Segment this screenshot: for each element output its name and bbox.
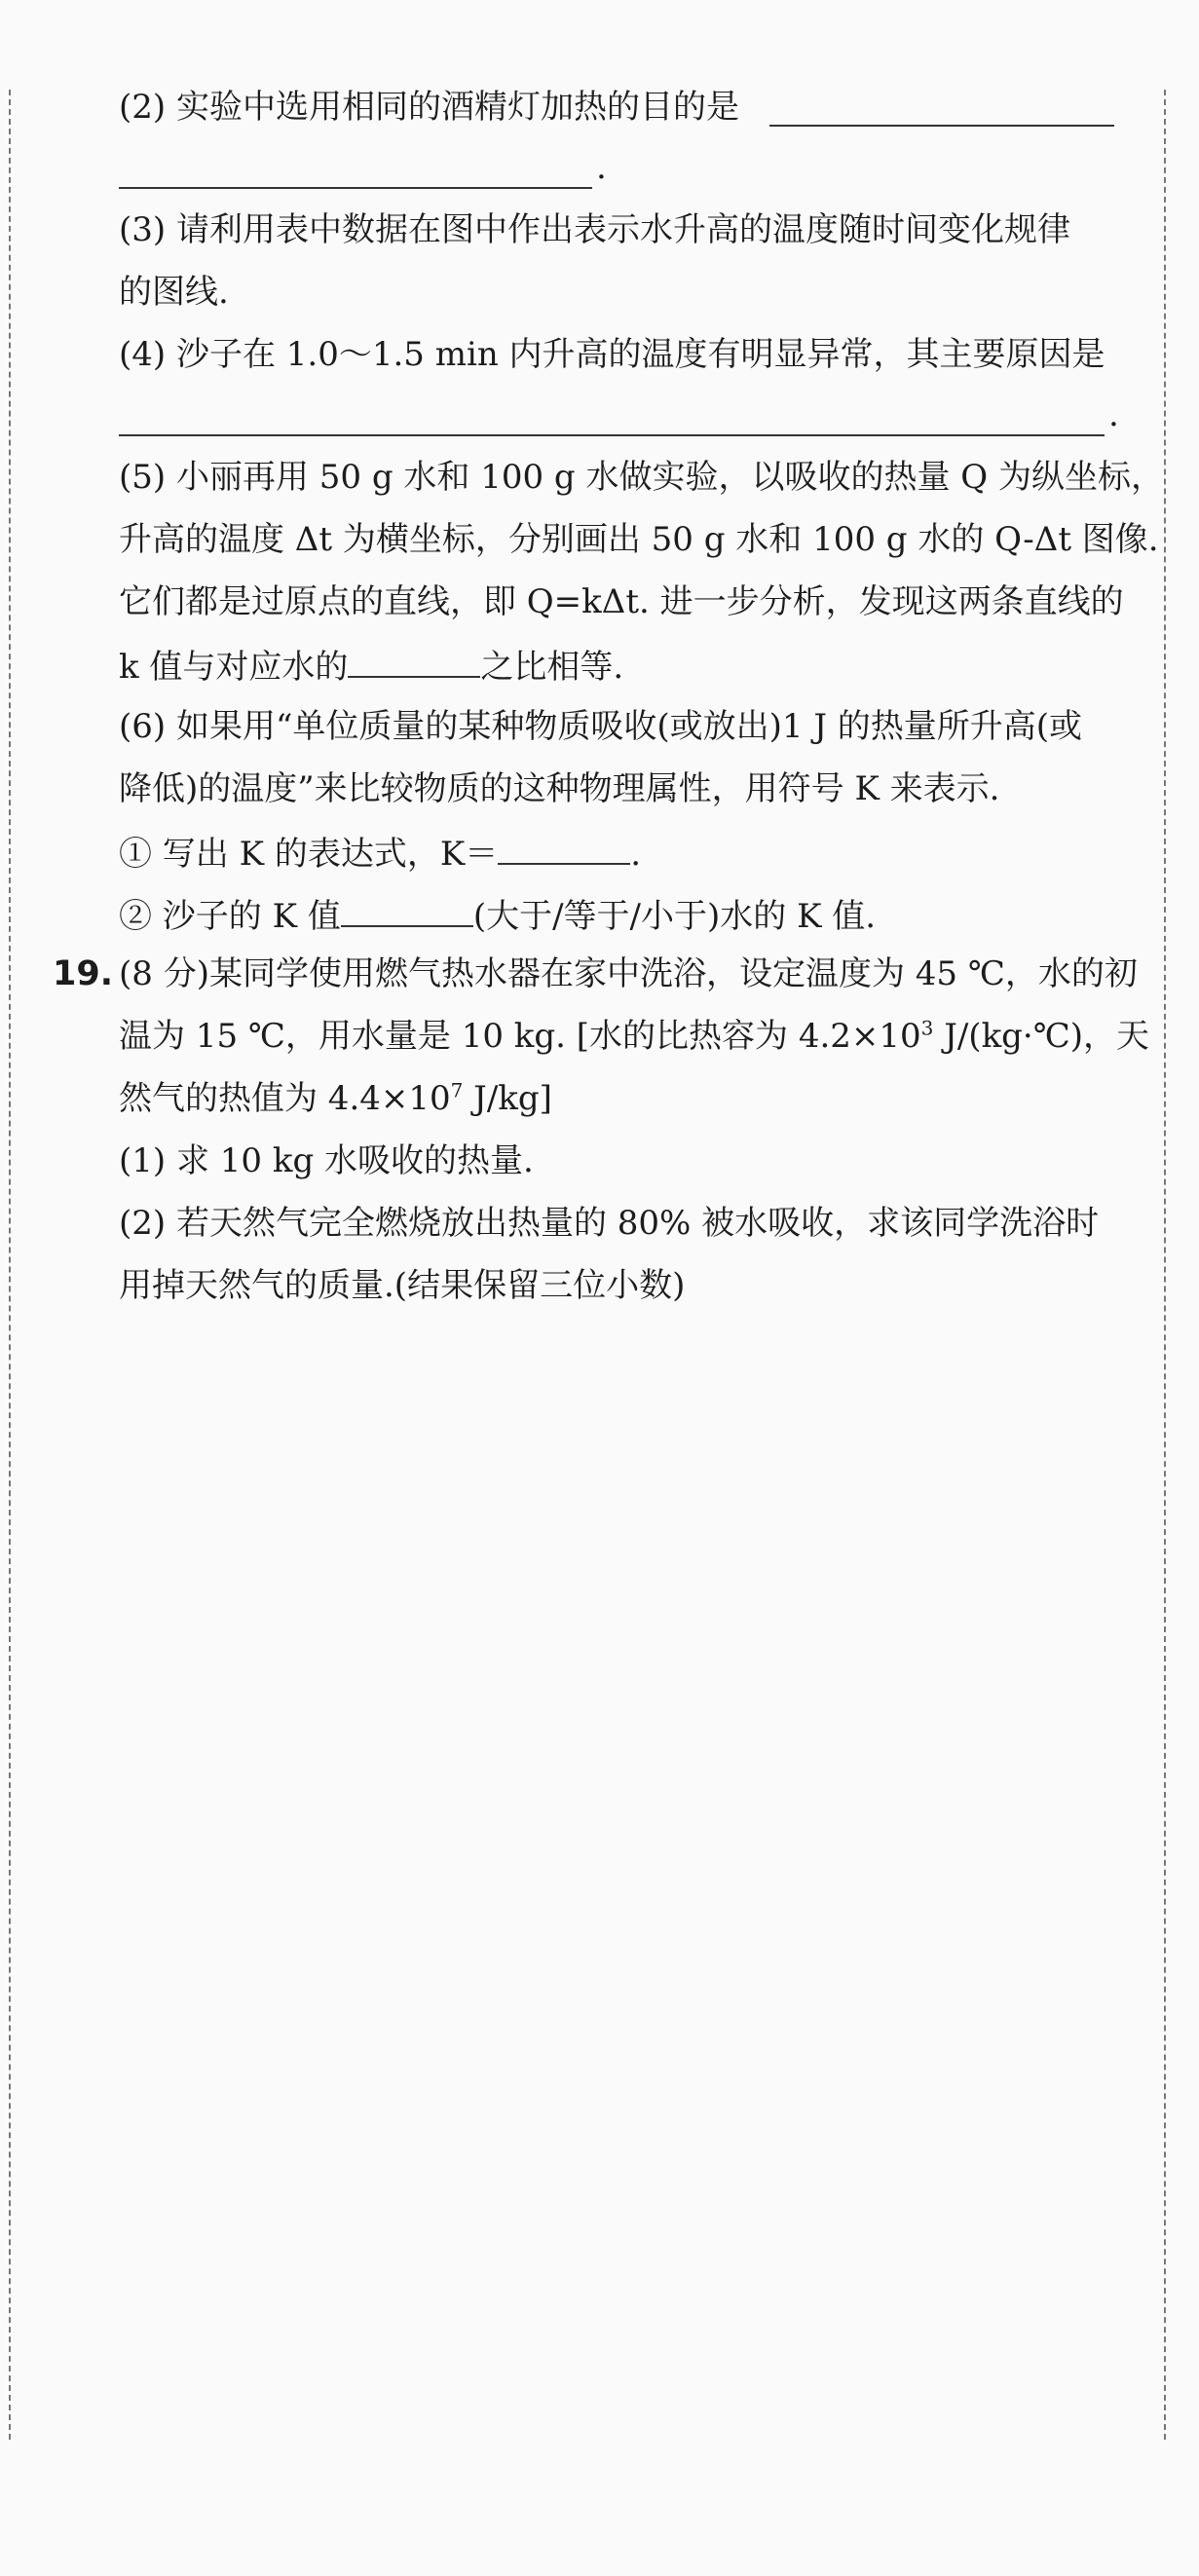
q18-part6-line1: (6) 如果用“单位质量的某种物质吸收(或放出)1 J 的热量所升高(或 (119, 707, 1083, 746)
q18-part5-line1: (5) 小丽再用 50 g 水和 100 g 水做实验，以吸收的热量 Q 为纵坐标， (119, 458, 1164, 497)
q19-line1: (8 分)某同学使用燃气热水器在家中洗浴，设定温度为 45 ℃，水的初 (119, 954, 1138, 993)
q18-part4-period: . (1108, 395, 1119, 434)
q18-part6-sub2-answer-blank[interactable] (341, 892, 473, 927)
q18-part3-line2: 的图线. (119, 273, 229, 312)
q19-line2-end: J/(kg·℃)，天 (933, 1017, 1150, 1056)
q18-part5-answer-blank[interactable] (348, 643, 480, 678)
q18-part6-sub1-answer-blank[interactable] (498, 830, 630, 865)
q19-sub2-line1: (2) 若天然气完全燃烧放出热量的 80% 被水吸收，求该同学洗浴时 (119, 1204, 1100, 1243)
q18-part6-sub2 (119, 892, 876, 938)
q18-part3-line1: (3) 请利用表中数据在图中作出表示水升高的温度随时间变化规律 (119, 210, 1070, 249)
q18-part6-sub2-start: ② 沙子的 K 值 (119, 897, 341, 936)
q19-number: 19. (53, 954, 114, 993)
q19-sub1: (1) 求 10 kg 水吸收的热量. (119, 1141, 534, 1180)
q18-part6-sub1-start: ① 写出 K 的表达式，K＝ (119, 835, 499, 874)
q18-part2-line1 (119, 86, 739, 129)
right-cut-line (1164, 90, 1166, 2440)
q19-line3-end: J/kg] (463, 1079, 552, 1118)
q18-part2-answer-blank-2[interactable] (119, 187, 592, 189)
q19-line3-start: 然气的热值为 4.4×10 (119, 1079, 451, 1118)
q18-part6-sub2-end: (大于/等于/小于)水的 K 值. (472, 897, 877, 936)
q18-part4-line1: (4) 沙子在 1.0～1.5 min 内升高的温度有明显异常，其主要原因是 (119, 335, 1105, 374)
q19-line2-start: 温为 15 ℃，用水量是 10 kg. [水的比热容为 4.2×10 (119, 1017, 921, 1056)
q19-line2-exponent: 3 (920, 1016, 934, 1040)
q19-sub2-line2: 用掉天然气的质量.(结果保留三位小数) (119, 1266, 686, 1305)
q19-line3-exponent: 7 (450, 1078, 464, 1102)
q18-part6-sub1-period: . (630, 835, 642, 874)
q18-part5-line4 (119, 643, 623, 689)
q18-part5-line4-end: 之比相等. (480, 648, 624, 687)
q18-part6-sub1 (119, 830, 641, 876)
answer-space[interactable] (58, 1334, 1149, 2406)
q19-line3 (119, 1077, 552, 1120)
q18-part5-line3: 它们都是过原点的直线，即 Q=kΔt. 进一步分析，发现这两条直线的 (119, 582, 1124, 621)
q19-line2 (119, 1015, 1149, 1058)
q18-part6-line2: 降低)的温度”来比较物质的这种物理属性，用符号 K 来表示. (119, 769, 1000, 808)
q18-part5-line2: 升高的温度 Δt 为横坐标，分别画出 50 g 水和 100 g 水的 Q-Δt 图像. (119, 520, 1159, 559)
q18-part4-answer-blank[interactable] (119, 434, 1105, 436)
q18-part2-answer-blank-1[interactable] (769, 125, 1114, 127)
left-cut-line (9, 90, 11, 2440)
q18-part2-period: . (596, 148, 607, 187)
q18-part2-text: (2) 实验中选用相同的酒精灯加热的目的是 (119, 88, 739, 127)
q18-part5-line4-start: k 值与对应水的 (119, 648, 349, 687)
